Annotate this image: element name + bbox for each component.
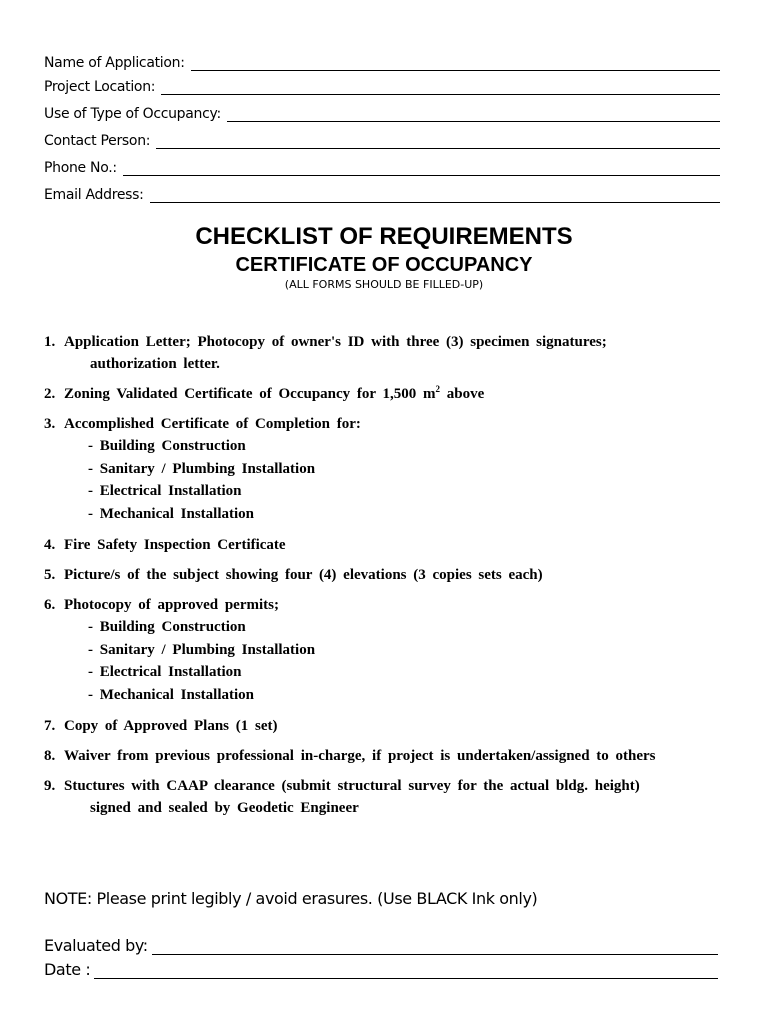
evaluated-by-label: Evaluated by: bbox=[44, 936, 148, 955]
date-field[interactable] bbox=[44, 955, 718, 979]
fill-line[interactable] bbox=[191, 58, 720, 71]
list-item bbox=[44, 564, 734, 586]
field-label: Contact Person: bbox=[44, 133, 151, 149]
item-number: 2. bbox=[44, 386, 56, 402]
item-number: 7. bbox=[44, 717, 56, 734]
list-item bbox=[44, 594, 734, 707]
sub-item: - Building Construction bbox=[88, 438, 246, 454]
item-number: 5. bbox=[44, 566, 56, 583]
field-label: Use of Type of Occupancy: bbox=[44, 106, 221, 122]
item-text: Waiver from previous professional in-charge, if project is undertaken/assigned to others bbox=[64, 747, 656, 764]
item-text: Picture/s of the subject showing four (4) elevations (3 copies sets each) bbox=[64, 566, 543, 583]
list-item bbox=[44, 715, 734, 737]
title-block bbox=[0, 222, 768, 292]
sub-item: - Mechanical Installation bbox=[88, 686, 254, 703]
sub-item: - Building Construction bbox=[88, 618, 246, 635]
evaluated-by-field[interactable] bbox=[44, 931, 718, 955]
item-text-after: above bbox=[440, 386, 485, 402]
item-text: Fire Safety Inspection Certificate bbox=[64, 536, 286, 553]
applicant-fields bbox=[44, 45, 720, 203]
occupancy-type-field[interactable] bbox=[44, 95, 720, 122]
sub-item: - Electrical Installation bbox=[88, 483, 242, 500]
item-number: 1. bbox=[44, 334, 56, 350]
contact-person-field[interactable] bbox=[44, 122, 720, 149]
item-number: 3. bbox=[44, 416, 56, 432]
phone-field[interactable] bbox=[44, 149, 720, 176]
superscript: 2 bbox=[435, 384, 441, 394]
email-field[interactable] bbox=[44, 176, 720, 203]
field-label: Name of Application: bbox=[44, 55, 185, 71]
list-item bbox=[44, 745, 734, 767]
sub-item: - Electrical Installation bbox=[88, 664, 242, 681]
item-text: Copy of Approved Plans (1 set) bbox=[64, 717, 278, 734]
instruction-text: (ALL FORMS SHOULD BE FILLED-UP) bbox=[284, 278, 484, 291]
fill-line[interactable] bbox=[123, 163, 720, 176]
fill-line[interactable] bbox=[161, 82, 720, 95]
page-title: CHECKLIST OF REQUIREMENTS bbox=[195, 223, 573, 250]
fill-line[interactable] bbox=[156, 136, 720, 149]
list-item bbox=[44, 775, 734, 819]
fill-line[interactable] bbox=[152, 940, 718, 955]
fill-line[interactable] bbox=[227, 109, 720, 122]
list-item bbox=[44, 413, 734, 526]
item-number: 8. bbox=[44, 747, 56, 764]
requirements-list bbox=[44, 331, 734, 827]
date-label: Date : bbox=[44, 960, 91, 979]
item-text: Stuctures with CAAP clearance (submit structural survey for the actual bldg. height) bbox=[64, 777, 640, 794]
fill-line[interactable] bbox=[94, 964, 718, 979]
field-label: Phone No.: bbox=[44, 160, 117, 176]
fill-line[interactable] bbox=[150, 190, 720, 203]
project-location-field[interactable] bbox=[44, 71, 720, 95]
list-item bbox=[44, 331, 734, 375]
item-number: 9. bbox=[44, 777, 56, 794]
item-continuation: signed and sealed by Geodetic Engineer bbox=[90, 799, 359, 816]
item-number: 6. bbox=[44, 596, 56, 613]
item-number: 4. bbox=[44, 536, 56, 553]
field-label: Email Address: bbox=[44, 187, 144, 203]
page-subtitle: CERTIFICATE OF OCCUPANCY bbox=[235, 254, 533, 276]
item-text: Accomplished Certificate of Completion for: bbox=[64, 416, 361, 432]
sub-item: - Mechanical Installation bbox=[88, 506, 254, 523]
item-text: Application Letter; Photocopy of owner's ID with three (3) specimen signatures; bbox=[64, 334, 607, 350]
item-continuation: authorization letter. bbox=[90, 356, 220, 372]
sub-item: - Sanitary / Plumbing Installation bbox=[88, 460, 316, 477]
list-item bbox=[44, 383, 734, 405]
item-text: Photocopy of approved permits; bbox=[64, 596, 279, 613]
list-item bbox=[44, 534, 734, 556]
note-text: NOTE: Please print legibly / avoid erasures. (Use BLACK Ink only) bbox=[44, 889, 538, 908]
field-label: Project Location: bbox=[44, 79, 156, 95]
application-name-field[interactable] bbox=[44, 45, 720, 71]
item-text: Zoning Validated Certificate of Occupancy for 1,500 m bbox=[64, 386, 436, 402]
sub-item: - Sanitary / Plumbing Installation bbox=[88, 641, 316, 658]
